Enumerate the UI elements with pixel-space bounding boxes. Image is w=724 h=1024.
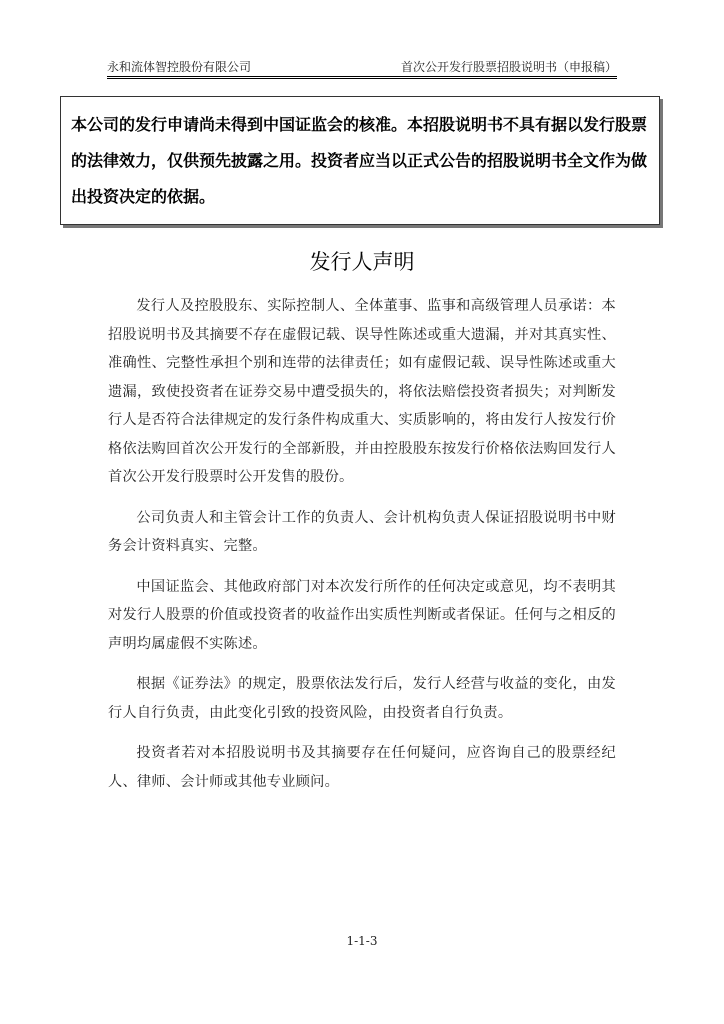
paragraph-financial-guarantee: 公司负责人和主管会计工作的负责人、会计机构负责人保证招股说明书中财务会计资料真实、完整。 bbox=[108, 509, 616, 554]
header-document-title: 首次公开发行股票招股说明书（申报稿） bbox=[400, 60, 617, 74]
paragraph-csrc-disclaimer: 中国证监会、其他政府部门对本次发行所作的任何决定或意见，均不表明其对发行人股票的价值或投资者的收益作出实质性判断或者保证。任何与之相反的声明均属虚假不实陈述。 bbox=[108, 578, 616, 652]
paragraph-securities-law: 根据《证券法》的规定，股票依法发行后，发行人经营与收益的变化，由发行人自行负责，由此变化引致的投资风险，由投资者自行负责。 bbox=[108, 676, 616, 721]
statement-body bbox=[108, 292, 616, 808]
header-rule bbox=[107, 76, 617, 77]
paragraph-investor-advice: 投资者若对本招股说明书及其摘要存在任何疑问，应咨询自己的股票经纪人、律师、会计师或其他专业顾问。 bbox=[108, 745, 616, 790]
paragraph-commitment: 发行人及控股股东、实际控制人、全体董事、监事和高级管理人员承诺：本招股说明书及其摘要不存在虚假记载、误导性陈述或重大遗漏，并对其真实性、准确性、完整性承担个别和连带的法律责任；如有虚假记载、误导性陈述或重大遗漏，致使投资者在证券交易中遭受损失的，将依法赔偿投资者损失；对判断发行人是否符合法律规定的发行条件构成重大、实质影响的，将由发行人按发行价格依法购回首次公开发行的全部新股，并由控股股东按发行价格依法购回发行人首次公开发行股票时公开发售的股份。 bbox=[108, 298, 616, 485]
page-number: 1-1-3 bbox=[346, 934, 378, 948]
header-company-name: 永和流体智控股份有限公司 bbox=[107, 60, 252, 74]
section-title: 发行人声明 bbox=[309, 250, 415, 274]
regulatory-notice-box bbox=[60, 96, 660, 225]
header-rule-double bbox=[107, 78, 617, 79]
page-header bbox=[107, 58, 617, 76]
notice-text: 本公司的发行申请尚未得到中国证监会的核准。本招股说明书不具有据以发行股票的法律效力，仅供预先披露之用。投资者应当以正式公告的招股说明书全文作为做出投资决定的依据。 bbox=[71, 115, 648, 206]
